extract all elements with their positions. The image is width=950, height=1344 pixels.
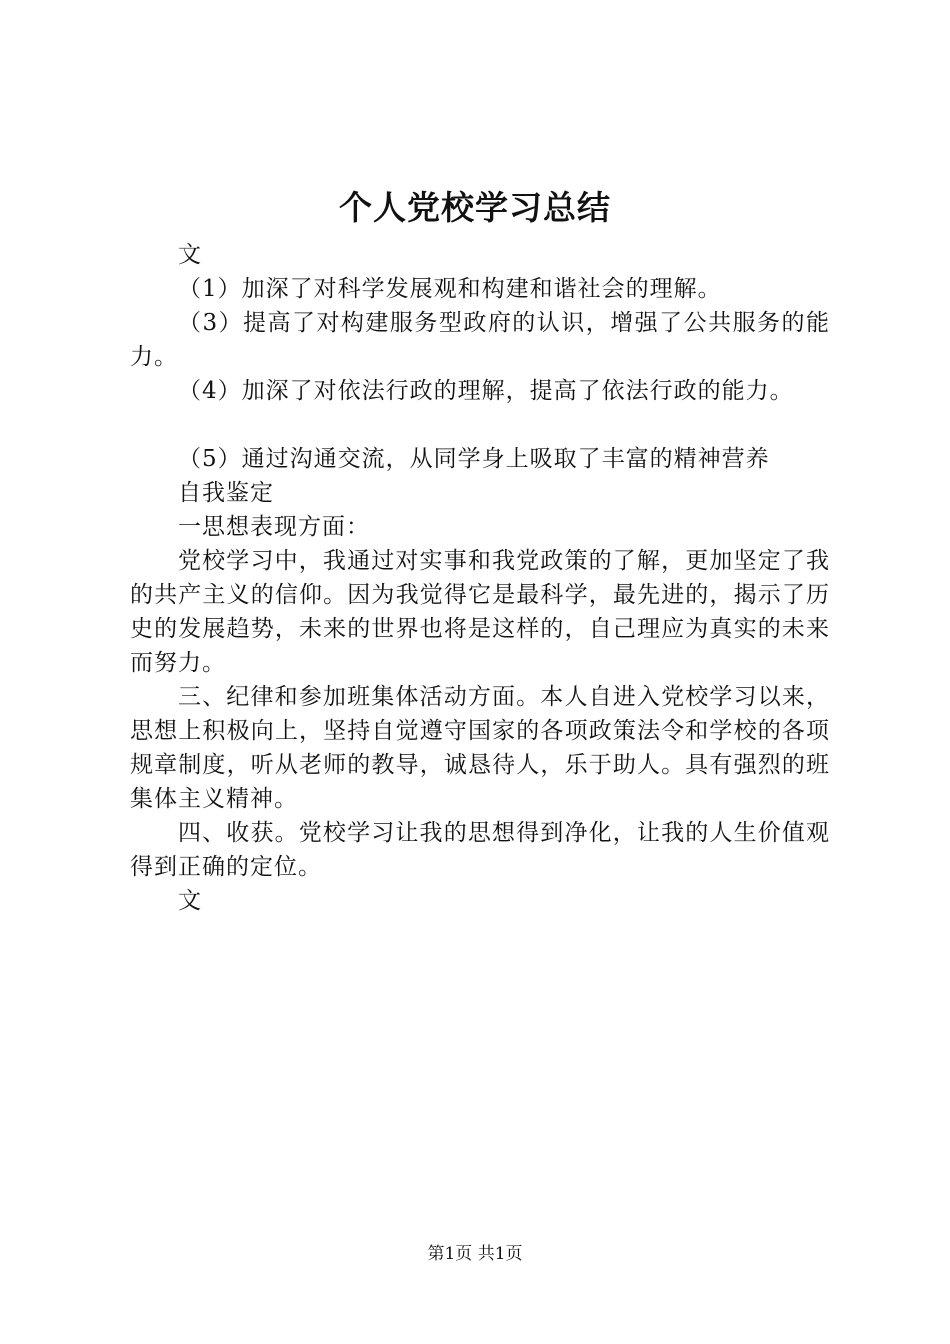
paragraph-intro: 文 bbox=[178, 242, 202, 268]
document-title: 个人党校学习总结 bbox=[339, 188, 611, 227]
paragraph-item-3: （3）提高了对构建服务型政府的认识，增强了公共服务的能力。 bbox=[130, 310, 830, 370]
paragraph-item-4: （4）加深了对依法行政的理解，提高了依法行政的能力。 bbox=[178, 378, 794, 404]
section-heading-self-assessment: 自我鉴定 bbox=[178, 480, 274, 506]
page-footer: 第1页 共1页 bbox=[427, 1244, 523, 1264]
paragraph-discipline: 三、纪律和参加班集体活动方面。本人自进入党校学习以来，思想上积极向上，坚持自觉遵守国家的各项政策法令和学校的各项规章制度，听从老师的教导，诚恳待人，乐于助人。具有强烈的班集体主义精神。 bbox=[130, 684, 830, 812]
section-heading-ideology: 一思想表现方面： bbox=[178, 514, 370, 540]
document-body bbox=[130, 238, 830, 918]
paragraph-closing: 文 bbox=[178, 888, 202, 914]
paragraph-ideology: 党校学习中，我通过对实事和我党政策的了解，更加坚定了我的共产主义的信仰。因为我觉得它是最科学，最先进的，揭示了历史的发展趋势，未来的世界也将是这样的，自己理应为真实的未来而努力。 bbox=[130, 548, 830, 676]
paragraph-spacer bbox=[130, 408, 830, 442]
paragraph-item-5: （5）通过沟通交流，从同学身上吸取了丰富的精神营养 bbox=[178, 446, 770, 472]
paragraph-gains: 四、收获。党校学习让我的思想得到净化，让我的人生价值观得到正确的定位。 bbox=[130, 820, 830, 880]
paragraph-item-1: （1）加深了对科学发展观和构建和谐社会的理解。 bbox=[178, 276, 722, 302]
